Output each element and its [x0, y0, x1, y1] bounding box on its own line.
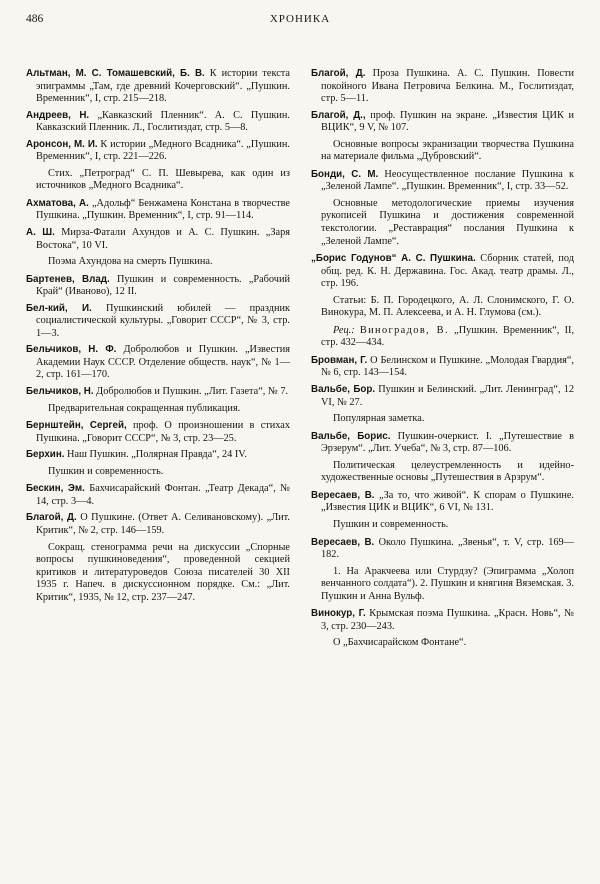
entry-author: Бел-кий, И.: [26, 302, 92, 314]
entry-text: Пушкин и современность. „Рабочий Край“ (Иваново), 12 II.: [36, 273, 290, 298]
bibliography-entry: [311, 431, 574, 456]
entry-annotation: [311, 566, 574, 604]
bibliography-entry: [311, 355, 574, 380]
entry-text: Проза Пушкина. А. С. Пушкин. Повести покойного Ивана Петровича Белкина. М., Гослитиздат, стр. 5—11.: [321, 68, 574, 105]
entry-annotation: [311, 519, 574, 532]
entry-author: Винокур, Г.: [311, 608, 366, 620]
entry-text: К истории текста эпиграммы „Там, где древний Кочерговский“. „Пушкин. Временник“, I, стр. 215—218.: [36, 68, 290, 105]
bibliography-entry: [311, 253, 574, 291]
entry-text: Около Пушкина. „Звенья“, т. V, стр. 169—182.: [321, 536, 575, 561]
entry-author: Благой, Д.,: [311, 109, 366, 121]
reviewer-name: Виноградов, В.: [359, 324, 449, 336]
bibliography-entry: [26, 110, 290, 135]
annotation-text: 1. На Аракчеева или Стурдзу? (Эпиграмма „Холоп венчанного солдата“). 2. Пушкин и княгиня Вяземская. 3. Пушкин и Анна Вульф.: [321, 565, 574, 602]
entry-text: Мирза-Фатали Ахундов и А. С. Пушкин. „Заря Востока“, 10 VI.: [36, 227, 290, 251]
entry-annotation: [311, 295, 574, 320]
entry-text: Сборник статей, под общ. ред. К. Н. Державина. Гос. Акад. театр драмы. Л., стр. 196.: [321, 253, 575, 290]
entry-annotation: [311, 637, 574, 650]
bibliography-entry: [26, 303, 290, 341]
bibliography-entry: [311, 68, 574, 106]
entry-text: проф. Пушкин на экране. „Известия ЦИК и ВЦИК“, 9 V, № 107.: [321, 109, 574, 134]
entry-text: Добролюбов и Пушкин. „Лит. Газета“, № 7.: [93, 386, 289, 398]
bibliography-entry: [26, 512, 290, 537]
entry-annotation: [26, 403, 290, 416]
review-label: Рец.:: [333, 324, 355, 336]
annotation-text: Поэма Ахундова на смерть Пушкина.: [48, 256, 213, 268]
bibliography-entry: [26, 274, 290, 299]
entry-author: Альтман, М. С. Томашевский, Б. В.: [26, 68, 205, 79]
bibliography-entry: [26, 449, 290, 462]
annotation-text: Основные вопросы экранизации творчества Пушкина на материале фильма „Дубровский“.: [321, 138, 574, 163]
entry-annotation: [26, 466, 290, 479]
bibliography-entry: [311, 110, 574, 135]
entry-author: Бельчиков, Н. Ф.: [26, 344, 117, 356]
annotation-text: Основные методологические приемы изучения рукописей Пушкина и достижения современной текстологии. „Реставрация“ послания Пушкина к „Зеленой Лампе“.: [321, 197, 574, 247]
page-number: 486: [26, 13, 44, 25]
entry-annotation: [26, 168, 290, 193]
entry-text: „За то, что живой“. К спорам о Пушкине. „Известия ЦИК и ВЦИК“, 6 VI, № 131.: [321, 489, 574, 514]
page-title: ХРОНИКА: [269, 13, 331, 25]
entry-author: Вальбе, Бор.: [311, 384, 376, 396]
entry-author: Бельчиков, Н.: [26, 386, 94, 398]
entry-annotation: [311, 460, 574, 485]
annotation-text: Пушкин и современность.: [333, 518, 449, 530]
annotation-text: Предварительная сокращенная публикация.: [48, 402, 241, 414]
annotation-text: Сокращ. стенограмма речи на дискуссии „Спорные вопросы пушкиноведения“, проведенной секцией критиков и литературоведов Союза писателей 30 XII 1935 г. Напеч. в дискуссионном порядке. См.: „Лит. Критик“, 1935, № 12, стр. 237—247.: [36, 541, 290, 603]
bibliography-entry: [311, 384, 574, 409]
annotation-text: О „Бахчисарайском Фонтане“.: [333, 637, 467, 649]
right-column: [311, 68, 574, 655]
entry-text: Неосуществленное послание Пушкина к „Зеленой Лампе“. „Пушкин. Временник“, I, стр. 33—52.: [321, 168, 574, 193]
entry-annotation: [26, 542, 290, 605]
entry-author: Бернштейн, Сергей,: [26, 420, 127, 432]
entry-author: Вересаев, В.: [311, 489, 375, 501]
annotation-text: Пушкин и современность.: [48, 465, 164, 477]
bibliography-entry: [311, 537, 574, 562]
entry-annotation: [311, 198, 574, 248]
left-column: [26, 68, 290, 609]
entry-text: Добролюбов и Пушкин. „Известия Академии Наук СССР. Отделение обществ. наук“, № 1—2, стр. 161—170.: [36, 344, 291, 381]
entry-text: О Пушкине. (Ответ А. Селивановскому). „Лит. Критик“, № 2, стр. 146—159.: [36, 512, 290, 536]
entry-text: проф. О произношении в стихах Пушкина. „Говорит СССР“, № 3, стр. 23—25.: [36, 420, 290, 444]
entry-text: „Кавказский Пленник“. А. С. Пушкин. Кавказский Пленник. Л., Гослитиздат, стр. 5—8.: [36, 109, 290, 134]
entry-author: „Борис Годунов“ А. С. Пушкина.: [311, 253, 476, 265]
entry-author: Бровман, Г.: [311, 354, 368, 366]
entry-author: Ахматова, А.: [26, 197, 89, 209]
bibliography-entry: [26, 386, 290, 399]
entry-author: Андреев, Н.: [26, 109, 90, 121]
bibliography-entry: [311, 608, 574, 633]
entry-text: Крымская поэма Пушкина. „Красн. Новь“, № 3, стр. 230—243.: [321, 608, 575, 632]
bibliography-entry: [26, 227, 290, 252]
entry-text: Пушкин-очеркист. I. „Путешествие в Эрзерум“. „Лит. Учеба“, № 3, стр. 87—106.: [321, 430, 574, 455]
entry-text: „Адольф“ Бенжамена Констана в творчестве Пушкина. „Пушкин. Временник“, I, стр. 91—114.: [36, 197, 291, 222]
bibliography-entry: [26, 198, 290, 223]
entry-author: Бонди, С. М.: [311, 168, 379, 180]
entry-text: Наш Пушкин. „Полярная Правда“, 24 IV.: [64, 449, 247, 461]
annotation-text: Стих. „Петроград“ С. П. Шевырева, как один из источников „Медного Всадника“.: [36, 167, 290, 192]
entry-author: Аронсон, М. И.: [26, 138, 98, 150]
entry-author: Благой, Д.: [311, 68, 366, 79]
annotation-text: Политическая целеустремленность и идейно-художественные основы „Путешествия в Арзрум“.: [321, 459, 574, 484]
bibliography-entry: [26, 344, 290, 382]
annotation-text: „Пушкин. Временник“, II, стр. 432—434.: [321, 324, 575, 349]
entry-annotation: [26, 256, 290, 269]
bibliography-entry: [26, 139, 290, 164]
entry-author: А. Ш.: [26, 227, 55, 239]
entry-text: Бахчисарайский Фонтан. „Театр Декада“, № 14, стр. 3—4.: [36, 483, 290, 507]
page-header: [26, 13, 574, 31]
entry-annotation: [311, 139, 574, 164]
entry-author: Бартенев, Влад.: [26, 273, 110, 285]
entry-text: О Белинском и Пушкине. „Молодая Гвардия“, № 6, стр. 143—154.: [321, 354, 574, 379]
annotation-text: Статьи: Б. П. Городецкого, А. Л. Слонимского, Г. О. Винокура, М. П. Алексеева, и А. Н. Глумова (см.).: [321, 294, 574, 319]
bibliography-entry: [26, 68, 290, 106]
bibliography-entry: [311, 169, 574, 194]
entry-text: Пушкин и Белинский. „Лит. Ленинград“, 12 VI, № 27.: [321, 384, 574, 408]
entry-author: Вересаев, В.: [311, 536, 375, 548]
entry-author: Бескин, Эм.: [26, 483, 85, 495]
entry-author: Берхин.: [26, 449, 65, 461]
bibliography-entry: [26, 420, 290, 445]
bibliography-entry: [26, 483, 290, 508]
annotation-text: Популярная заметка.: [333, 413, 425, 425]
entry-author: Благой, Д.: [26, 512, 77, 524]
entry-annotation: [311, 413, 574, 426]
entry-text: Пушкинский юбилей — праздник социалистической культуры. „Говорит СССР“, № 3, стр. 1—3.: [36, 302, 290, 339]
bibliography-entry: [311, 490, 574, 515]
entry-annotation: [311, 325, 574, 350]
entry-text: К истории „Медного Всадника“. „Пушкин. Временник“, I, стр. 221—226.: [36, 138, 290, 163]
entry-author: Вальбе, Борис.: [311, 430, 391, 442]
